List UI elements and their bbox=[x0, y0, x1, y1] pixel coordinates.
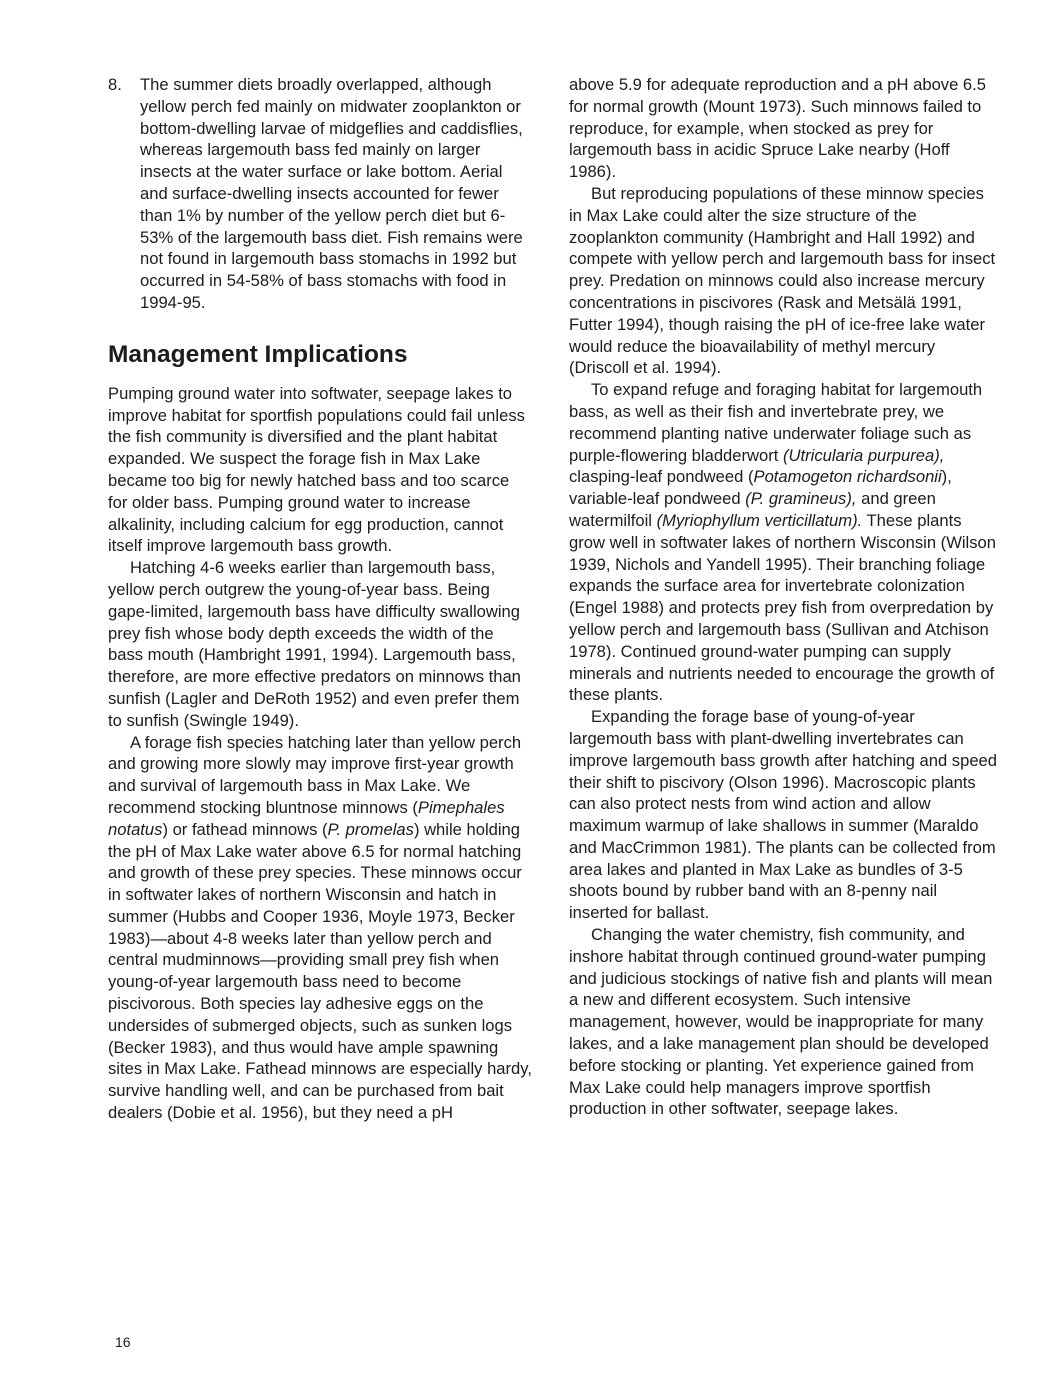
paragraph-6 bbox=[569, 379, 999, 706]
list-item-8 bbox=[108, 74, 532, 314]
list-item-text: The summer diets broadly overlapped, although yellow perch fed mainly on midwater zooplankton or bottom-dwelling larvae of midgeflies and caddisflies, whereas largemouth bass fed mainly on larger insects at the water surface or lake bottom. Aerial and surface-dwelling insects accounted for fewer than 1% by number of the yellow perch diet but 6-53% of the largemouth bass diet. Fish remains were not found in largemouth bass stomachs in 1992 but occurred in 54-58% of bass stomachs with food in 1994-95. bbox=[140, 75, 523, 312]
text-run: clasping-leaf pondweed ( bbox=[569, 467, 754, 487]
text-run: To expand refuge and foraging habitat for largemouth bass, as well as their fish and invertebrate prey, we recommend planting native underwater foliage such as purple-flowering bladderwort bbox=[569, 380, 983, 465]
text-run: ), variable-leaf pondweed bbox=[569, 467, 952, 509]
text-run: These plants grow well in softwater lakes of northern Wisconsin (Wilson 1939, Nichols and Yandell 1995). Their branching foliage expands the surface area for invertebrate colonization (Engel 1988) and protects prey fish from overpredation by yellow perch and largemouth bass (Sullivan and Atchison 1978). Continued ground-water pumping can supply minerals and nutrients needed to encourage the growth of these plants. bbox=[569, 510, 996, 705]
section-heading: Management Implications bbox=[108, 340, 408, 368]
paragraph-1: Pumping ground water into softwater, seepage lakes to improve habitat for sportfish populations could fail unless the fish community is diversified and the plant habitat expanded. We suspect the forage fish in Max Lake became too big for newly hatched bass and too scarce for older bass. Pumping ground water to increase alkalinity, including calcium for egg production, cannot itself improve largemouth bass growth. bbox=[108, 383, 525, 556]
text-run: ) while holding the pH of Max Lake water above 6.5 for normal hatching and growth of these prey species. These minnows occur in softwater lakes of northern Wisconsin and hatch in summer (Hubbs and Cooper 1936, Moyle 1973, Becker 1983)—about 4-8 weeks later than yellow perch and central mudminnows—providing small prey fish when young-of-year largemouth bass need to become piscivorous. Both species lay adhesive eggs on the undersides of submerged objects, such as sunken logs (Becker 1983), and thus would have ample spawning sites in Max Lake. Fathead minnows are especially hardy, survive handling well, and can be purchased from bait dealers (Dobie et al. 1956), but they need a pH bbox=[108, 819, 532, 1123]
species-name: Potamogeton richardsonii bbox=[753, 467, 942, 487]
paragraph-4: above 5.9 for adequate reproduction and a pH above 6.5 for normal growth (Mount 1973). Such minnows failed to reproduce, for example, when stocked as prey for largemouth bass in acidic Spruce Lake nearby (Hoff 1986). bbox=[569, 75, 986, 182]
species-name: P. promelas bbox=[327, 819, 414, 839]
list-item-number: 8. bbox=[108, 75, 122, 94]
paragraph-3 bbox=[108, 732, 532, 1124]
species-name: (P. gramineus), bbox=[745, 489, 857, 509]
right-column bbox=[569, 74, 999, 1120]
species-name: (Myriophyllum verticillatum). bbox=[656, 510, 863, 530]
species-name: (Utricularia purpurea), bbox=[783, 445, 945, 465]
text-run: A forage fish species hatching later than yellow perch and growing more slowly may improve first-year growth and survival of largemouth bass in Max Lake. We recommend stocking bluntnose minnows ( bbox=[108, 732, 522, 817]
paragraph-5: But reproducing populations of these minnow species in Max Lake could alter the size structure of the zooplankton community (Hambright and Hall 1992) and compete with yellow perch and largemouth bass for insect prey. Predation on minnows could also increase mercury concentrations in piscivores (Rask and Metsälä 1991, Futter 1994), though raising the pH of ice-free lake water would reduce the bioavailability of methyl mercury (Driscoll et al. 1994). bbox=[569, 183, 996, 378]
text-run: ) or fathead minnows ( bbox=[162, 819, 328, 839]
left-column bbox=[108, 74, 532, 1124]
paragraph-2: Hatching 4-6 weeks earlier than largemouth bass, yellow perch outgrew the young-of-year bass. Being gape-limited, largemouth bass have difficulty swallowing prey fish whose body depth exceeds the width of the bass mouth (Hambright 1991, 1994). Largemouth bass, therefore, are more effective predators on minnows than sunfish (Lagler and DeRoth 1952) and even prefer them to sunfish (Swingle 1949). bbox=[108, 558, 521, 730]
text-run: and green watermilfoil bbox=[569, 489, 936, 530]
page-number: 16 bbox=[115, 1334, 131, 1350]
species-name: Pimephales notatus bbox=[108, 797, 505, 839]
paragraph-7: Expanding the forage base of young-of-year largemouth bass with plant-dwelling invertebrates can improve largemouth bass growth after hatching and speed their shift to piscivory (Olson 1996). Macroscopic plants can also protect nests from wind action and allow maximum warmup of lake shallows in summer (Maraldo and MacCrimmon 1981). The plants can be collected from area lakes and planted in Max Lake as bundles of 3-5 shoots bound by rubber band with an 8-penny nail inserted for ballast. bbox=[569, 707, 998, 923]
paragraph-8: Changing the water chemistry, fish community, and inshore habitat through continued ground-water pumping and judicious stockings of native fish and plants will mean a new and different ecosystem. Such intensive management, however, would be inappropriate for many lakes, and a lake management plan should be developed before stocking or planting. Yet experience gained from Max Lake could help managers improve sportfish production in other softwater, seepage lakes. bbox=[569, 925, 993, 1119]
